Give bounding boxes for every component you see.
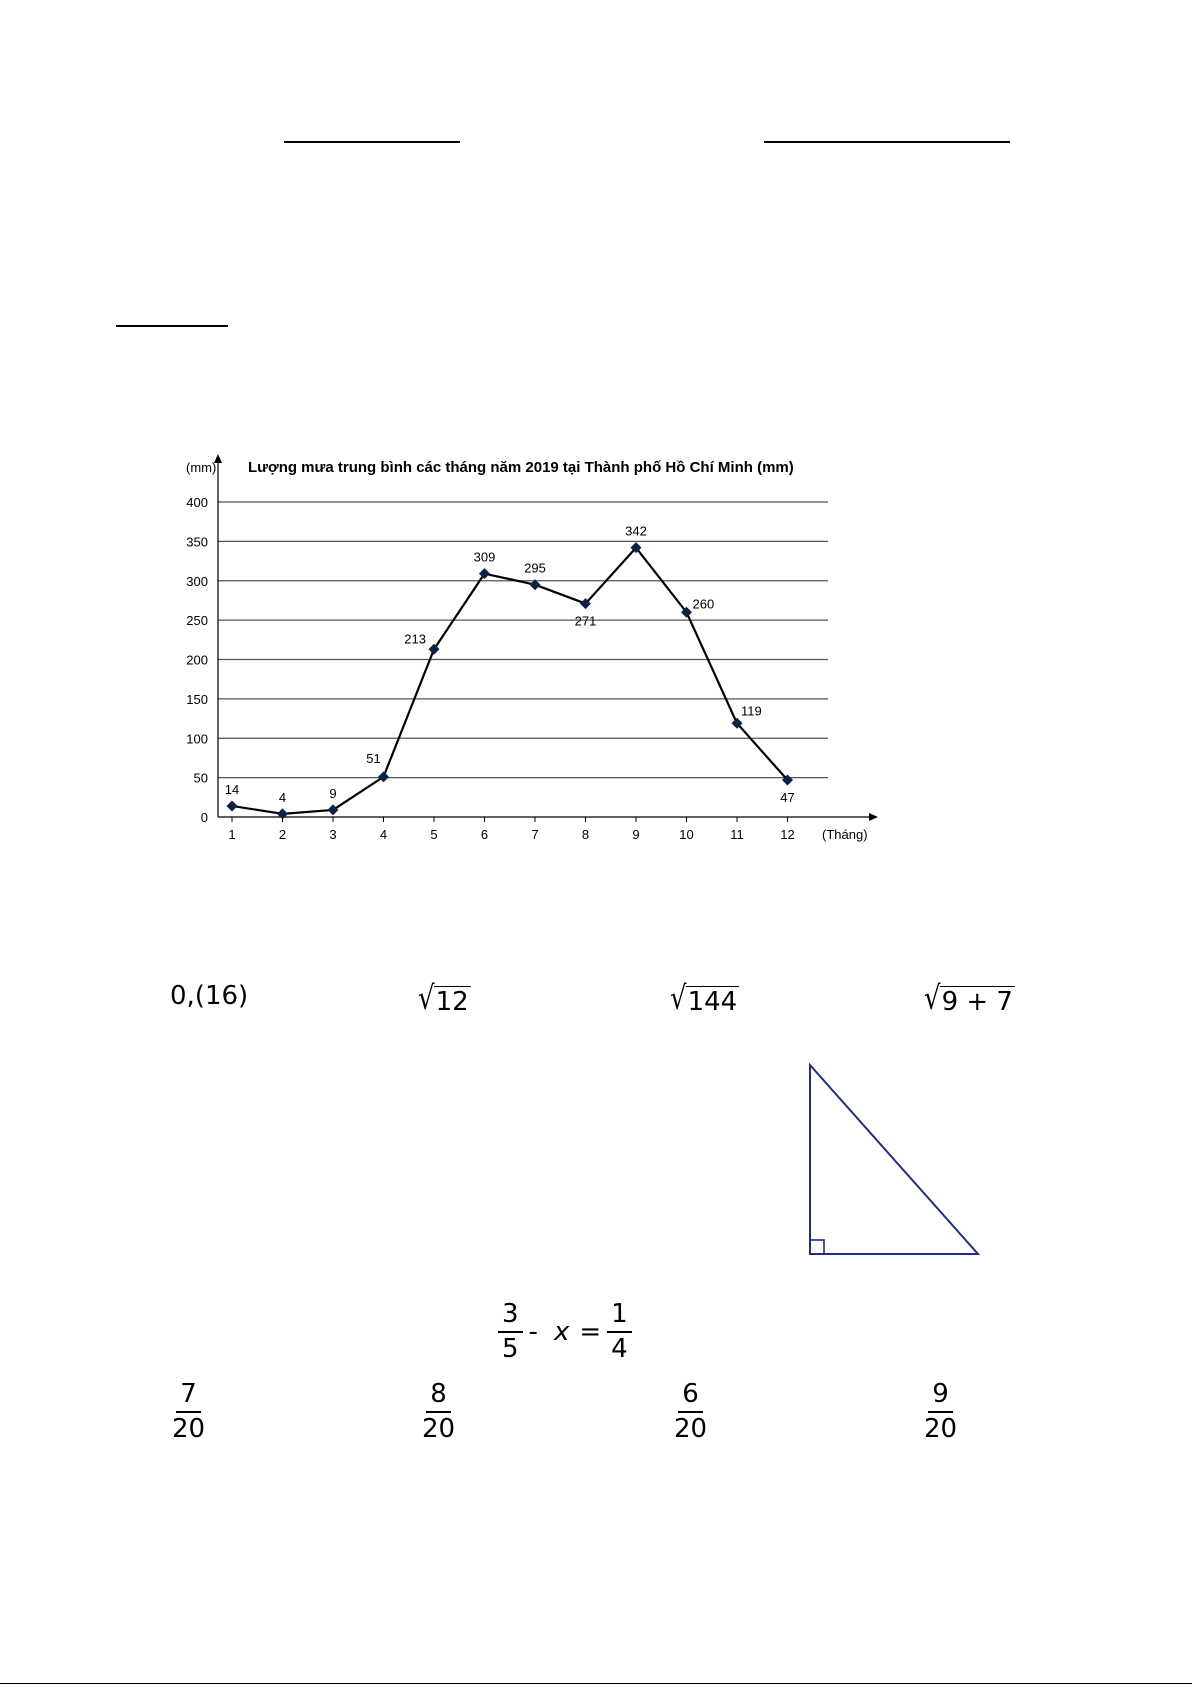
equation <box>498 1300 632 1363</box>
x-tick-label-7: 7 <box>531 827 539 842</box>
data-label-month-2: 4 <box>278 789 287 805</box>
equation-equals: = <box>579 1316 602 1347</box>
chart-title: Lượng mưa trung bình các tháng năm 2019 tại Thành phố Hồ Chí Minh (mm) <box>248 459 794 476</box>
option-c-fraction: $\frac{6}{20}$ <box>674 1379 708 1444</box>
option-c-sqrt: √ 144 <box>670 980 738 1018</box>
right-angle-marker <box>810 1240 824 1254</box>
data-point-month-4 <box>378 771 389 782</box>
y-tick-label-300: 300 <box>186 573 208 589</box>
option-a-fraction: $\frac{7}{20}$ <box>172 1379 206 1444</box>
equation-variable: x <box>553 1316 570 1347</box>
x-tick-label-11: 11 <box>730 827 744 842</box>
chart-y-ticks <box>186 495 208 825</box>
x-tick-label-8: 8 <box>581 827 590 842</box>
x-tick-label-6: 6 <box>480 827 489 842</box>
footer-rule <box>0 1683 1192 1684</box>
chart-axes <box>214 454 878 821</box>
header-underline-right <box>764 141 1010 143</box>
rainfall-line-chart <box>170 445 890 855</box>
option-a-repeating-decimal: 0,(16) <box>170 981 249 1011</box>
data-label-month-7: 295 <box>524 560 546 576</box>
y-tick-label-200: 200 <box>186 652 208 668</box>
equation-left-fraction: $\frac{3}{5}$ <box>498 1300 523 1363</box>
y-tick-label-50: 50 <box>193 770 208 786</box>
data-label-month-12: 47 <box>780 789 795 805</box>
chart-x-ticks <box>228 817 794 842</box>
y-tick-label-100: 100 <box>186 731 208 747</box>
y-tick-label-150: 150 <box>186 691 208 707</box>
data-label-month-10: 260 <box>692 596 715 612</box>
data-label-month-11: 119 <box>741 703 762 719</box>
data-label-month-8: 271 <box>574 613 597 629</box>
option-d-sqrt: √ 9 + 7 <box>924 980 1013 1018</box>
data-label-month-1: 14 <box>224 781 240 797</box>
x-axis-arrow <box>869 813 878 821</box>
x-tick-label-10: 10 <box>679 827 694 842</box>
y-tick-label-0: 0 <box>200 810 208 825</box>
right-triangle-figure <box>800 1060 990 1260</box>
equation-right-fraction: $\frac{1}{4}$ <box>607 1300 632 1363</box>
y-tick-label-250: 250 <box>186 613 208 629</box>
chart-gridlines <box>218 502 828 778</box>
data-label-month-4: 51 <box>366 750 381 766</box>
data-point-month-1 <box>227 800 238 811</box>
header-underline-left <box>284 141 460 143</box>
data-point-month-2 <box>277 808 288 819</box>
section-underline <box>116 325 228 327</box>
x-tick-label-5: 5 <box>430 827 438 842</box>
option-b-fraction: $\frac{8}{20}$ <box>422 1379 456 1444</box>
equation-minus: - <box>528 1316 538 1347</box>
x-tick-label-2: 2 <box>278 827 287 842</box>
y-tick-label-350: 350 <box>186 534 208 550</box>
option-b-sqrt: √ 12 <box>418 980 469 1018</box>
data-label-month-5: 213 <box>404 631 426 647</box>
data-label-month-6: 309 <box>473 549 496 565</box>
option-d-fraction: $\frac{9}{20}$ <box>924 1379 958 1444</box>
x-tick-label-3: 3 <box>329 827 337 842</box>
chart-y-axis-label: (mm) <box>186 460 217 475</box>
x-tick-label-4: 4 <box>379 827 388 842</box>
x-tick-label-1: 1 <box>228 827 236 842</box>
data-label-month-9: 342 <box>625 523 647 539</box>
data-label-month-3: 9 <box>329 785 337 801</box>
right-triangle <box>810 1065 978 1254</box>
chart-x-axis-label: (Tháng) <box>822 827 868 842</box>
x-tick-label-9: 9 <box>632 827 640 842</box>
x-tick-label-12: 12 <box>780 827 795 842</box>
rainfall-line <box>232 548 788 814</box>
y-tick-label-400: 400 <box>186 495 208 510</box>
data-point-month-3 <box>328 804 339 815</box>
